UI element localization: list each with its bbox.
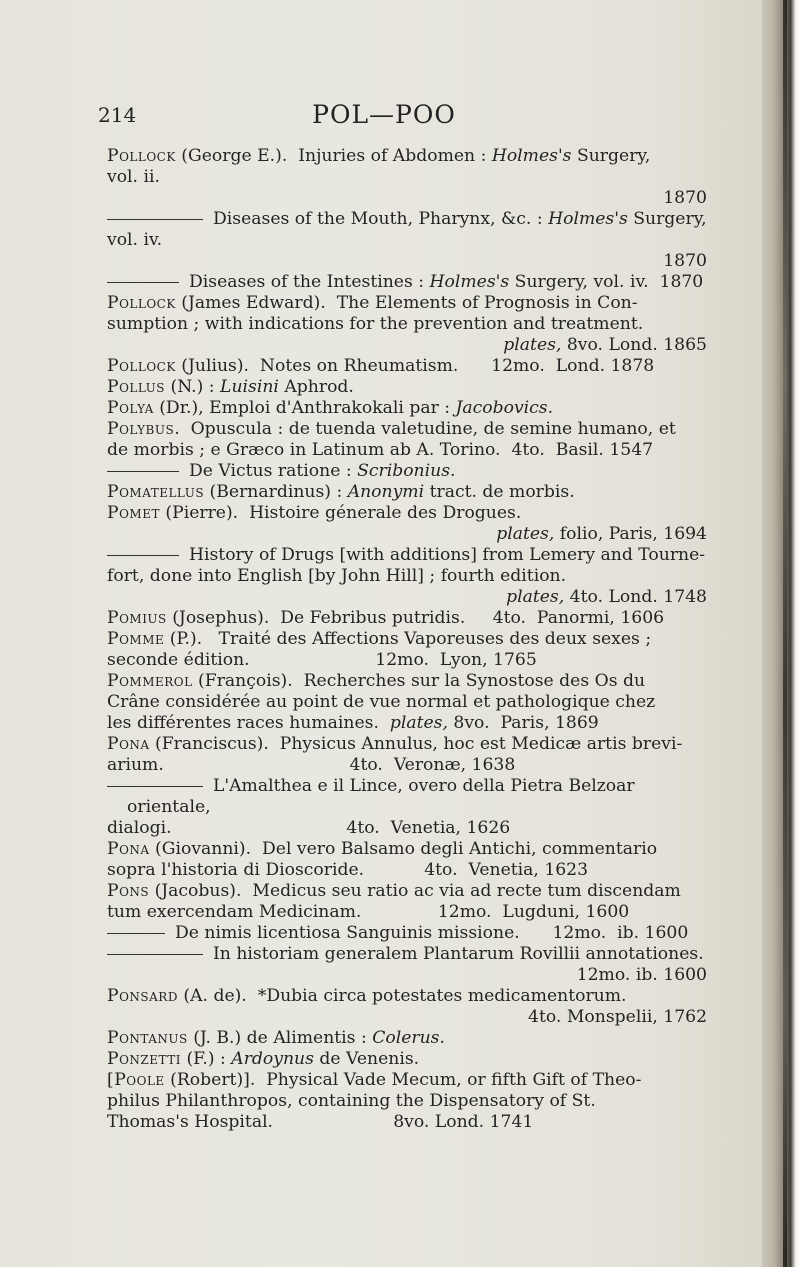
entry-text: de Venenis. [313, 1049, 420, 1069]
bibliography-entry [107, 377, 707, 398]
entry-text: 8vo. Lond. 1865 [561, 335, 707, 355]
entry-continuation [107, 209, 707, 272]
entry-line [107, 1091, 707, 1112]
author-name: Polybus [107, 419, 175, 439]
page-header [0, 100, 768, 136]
author-name: Pollock [107, 293, 176, 313]
bibliography-entry [107, 734, 707, 776]
page-edge [783, 0, 787, 1267]
entry-line [107, 146, 707, 167]
page-number: 214 [98, 103, 137, 127]
entry-text: arium. 4to. Veronæ, 1638 [107, 755, 516, 775]
author-name: Pollock [107, 356, 176, 376]
entry-line [107, 839, 707, 860]
entry-text: vol. ii. [107, 167, 160, 187]
entry-line [107, 398, 707, 419]
imprint [127, 587, 707, 608]
entry-line [107, 1070, 707, 1091]
italic-text: Jacobovics. [455, 398, 554, 418]
entry-text: (Julius). Notes on Rheumatism. 12mo. Lond. 1878 [175, 356, 655, 376]
entry-text: (Pierre). Histoire génerale des Drogues. [159, 503, 522, 523]
entry-line [107, 440, 707, 461]
entry-text: tract. de morbis. [424, 482, 575, 502]
entry-text: De Victus ratione : [189, 461, 358, 481]
bibliography-entry [107, 398, 707, 419]
entry-text: Diseases of the Mouth, Pharynx, &c. : [213, 209, 549, 229]
entry-line [107, 692, 707, 713]
entry-continuation [107, 923, 707, 944]
author-name: Pona [107, 734, 150, 754]
entry-line [107, 713, 707, 734]
author-name: Pomet [107, 503, 160, 523]
entry-continuation [107, 944, 707, 986]
entry-line [107, 902, 707, 923]
entry-text: folio, Paris, 1694 [554, 524, 707, 544]
bibliography-entry [107, 671, 707, 734]
entry-line [127, 776, 707, 818]
entry-text: (James Edward). The Elements of Prognosis in Con- [175, 293, 638, 313]
imprint: 1870 [663, 251, 707, 271]
entry-line [127, 272, 707, 293]
bibliography-entry [107, 419, 707, 461]
entry-continuation [107, 776, 707, 839]
ditto-rule [107, 954, 203, 955]
entry-line [107, 356, 707, 377]
entry-line [107, 1112, 707, 1133]
entry-text: Crâne considérée au point de vue normal et pathologique chez [107, 692, 656, 712]
entry-text: (Giovanni). Del vero Balsamo degli Antichi, commentario [149, 839, 658, 859]
entry-text: Diseases of the Intestines : [189, 272, 430, 292]
entry-text: (François). Recherches sur la Synostose des Os du [192, 671, 646, 691]
imprint: 4to. Monspelii, 1762 [528, 1007, 707, 1027]
imprint [127, 335, 707, 356]
entry-text: In historiam generalem Plantarum Rovillii annotationes. [213, 944, 704, 964]
bibliography-entry [107, 356, 707, 377]
author-name: Pollock [107, 146, 176, 166]
entry-continuation [107, 272, 707, 293]
author-name: Pomius [107, 608, 167, 628]
entry-line [107, 1028, 707, 1049]
entry-text: 4to. Lond. 1748 [564, 587, 707, 607]
entry-text: (George E.). Injuries of Abdomen : [175, 146, 492, 166]
imprint: 12mo. ib. 1600 [576, 965, 707, 985]
entry-text: (A. de). *Dubia circa potestates medicamentorum. [177, 986, 627, 1006]
entry-text: De nimis licentiosa Sanguinis missione. 12mo. ib. 1600 [175, 923, 689, 943]
entry-line [107, 230, 707, 251]
bibliography-entry [107, 608, 707, 629]
author-name: Ponzetti [107, 1049, 181, 1069]
entry-line [107, 377, 707, 398]
entry-line [107, 671, 707, 692]
italic-text: Holmes's [491, 146, 572, 166]
entry-line [107, 734, 707, 755]
entry-line [107, 629, 707, 650]
bibliography-entry [107, 146, 707, 209]
author-name: Pomme [107, 629, 165, 649]
entry-line [107, 167, 707, 188]
italic-text: Colerus. [372, 1028, 445, 1048]
italic-text: Holmes's [429, 272, 510, 292]
entry-text: fort, done into English [by John Hill] ; fourth edition. [107, 566, 567, 586]
entry-text: Surgery, [627, 209, 707, 229]
italic-text: Scribonius. [357, 461, 456, 481]
entry-text: (F.) : [180, 1049, 232, 1069]
italic-text: plates, [496, 524, 555, 544]
entry-line [107, 881, 707, 902]
bibliography-entries [107, 146, 707, 1133]
ditto-rule [107, 282, 179, 283]
imprint: 1870 [663, 188, 707, 208]
entry-line [127, 545, 707, 566]
author-name: Pommerol [107, 671, 193, 691]
bibliography-entry [107, 986, 707, 1028]
entry-line [107, 650, 707, 671]
bibliography-entry [107, 629, 707, 671]
entry-text: (N.) : [165, 377, 221, 397]
entry-text: Surgery, vol. iv. 1870 [509, 272, 704, 292]
entry-text: L'Amalthea e il Lince, overo della Pietra Belzoar orientale, [127, 776, 641, 817]
author-name: Pona [107, 839, 150, 859]
author-name: Pontanus [107, 1028, 188, 1048]
entry-text: Aphrod. [278, 377, 354, 397]
bibliography-entry [107, 503, 707, 545]
entry-line [107, 986, 707, 1007]
ditto-rule [107, 555, 179, 556]
entry-text: (Jacobus). Medicus seu ratio ac via ad recte tum discendam [149, 881, 681, 901]
entry-line [127, 461, 707, 482]
bibliography-entry [107, 839, 707, 881]
author-name: Pomatellus [107, 482, 205, 502]
running-title: POL—POO [312, 100, 456, 129]
entry-text: . Opuscula : de tuenda valetudine, de semine humano, et [174, 419, 676, 439]
italic-text: Holmes's [548, 209, 628, 229]
entry-line [127, 944, 707, 965]
ditto-rule [107, 933, 165, 934]
bibliography-entry [107, 881, 707, 923]
entry-line [107, 860, 707, 881]
ditto-rule [107, 471, 179, 472]
entry-line [107, 566, 707, 587]
bibliography-entry [107, 1049, 707, 1070]
entry-text: les différentes races humaines. [107, 713, 390, 733]
entry-line [107, 293, 707, 314]
author-name: Polya [107, 398, 154, 418]
italic-text: plates, [506, 587, 565, 607]
entry-text: philus Philanthropos, containing the Dispensatory of St. [107, 1091, 596, 1111]
entry-line [127, 209, 707, 230]
entry-line [107, 314, 707, 335]
entry-text: tum exercendam Medicinam. 12mo. Lugduni, 1600 [107, 902, 630, 922]
entry-text: seconde édition. 12mo. Lyon, 1765 [107, 650, 537, 670]
entry-text: Thomas's Hospital. 8vo. Lond. 1741 [107, 1112, 534, 1132]
entry-line [127, 923, 707, 944]
imprint [127, 524, 707, 545]
italic-text: Anonymi [347, 482, 425, 502]
entry-text: (Bernardinus) : [204, 482, 348, 502]
bibliography-entry [107, 482, 707, 503]
entry-line [107, 818, 707, 839]
entry-text: de morbis ; e Græco in Latinum ab A. Torino. 4to. Basil. 1547 [107, 440, 654, 460]
entry-text: History of Drugs [with additions] from Lemery and Tourne- [189, 545, 706, 565]
entry-text: (Franciscus). Physicus Annulus, hoc est Medicæ artis brevi- [149, 734, 683, 754]
entry-continuation [107, 545, 707, 608]
entry-line [107, 755, 707, 776]
entry-text: vol. iv. [107, 230, 163, 250]
entry-line [107, 482, 707, 503]
author-name: Pons [107, 881, 150, 901]
entry-text: Surgery, [571, 146, 651, 166]
italic-text: plates, [389, 713, 448, 733]
entry-text: 8vo. Paris, 1869 [447, 713, 599, 733]
entry-text: (Josephus). De Febribus putridis. 4to. Panormi, 1606 [166, 608, 665, 628]
bibliography-entry [107, 1070, 707, 1133]
italic-text: Ardoynus [231, 1049, 314, 1069]
entry-text: (P.). Traité des Affections Vaporeuses des deux sexes ; [164, 629, 652, 649]
entry-line [107, 608, 707, 629]
entry-text: (Dr.), Emploi d'Anthrakokali par : [153, 398, 456, 418]
entry-text: (J. B.) de Alimentis : [187, 1028, 373, 1048]
italic-text: Luisini [220, 377, 279, 397]
author-name: Ponsard [107, 986, 178, 1006]
bibliography-entry [107, 293, 707, 356]
entry-continuation [107, 461, 707, 482]
entry-text: sumption ; with indications for the prevention and treatment. [107, 314, 644, 334]
author-name: [Poole [107, 1070, 165, 1090]
entry-text: dialogi. 4to. Venetia, 1626 [107, 818, 511, 838]
ditto-rule [107, 786, 203, 787]
entry-text: sopra l'historia di Dioscoride. 4to. Venetia, 1623 [107, 860, 589, 880]
entry-line [107, 503, 707, 524]
author-name: Pollus [107, 377, 166, 397]
entry-text: (Robert)]. Physical Vade Mecum, or fifth Gift of Theo- [164, 1070, 642, 1090]
book-spine-shadow [762, 0, 800, 1267]
entry-line [107, 1049, 707, 1070]
bibliography-entry [107, 1028, 707, 1049]
italic-text: plates, [503, 335, 562, 355]
entry-line [107, 419, 707, 440]
ditto-rule [107, 219, 203, 220]
